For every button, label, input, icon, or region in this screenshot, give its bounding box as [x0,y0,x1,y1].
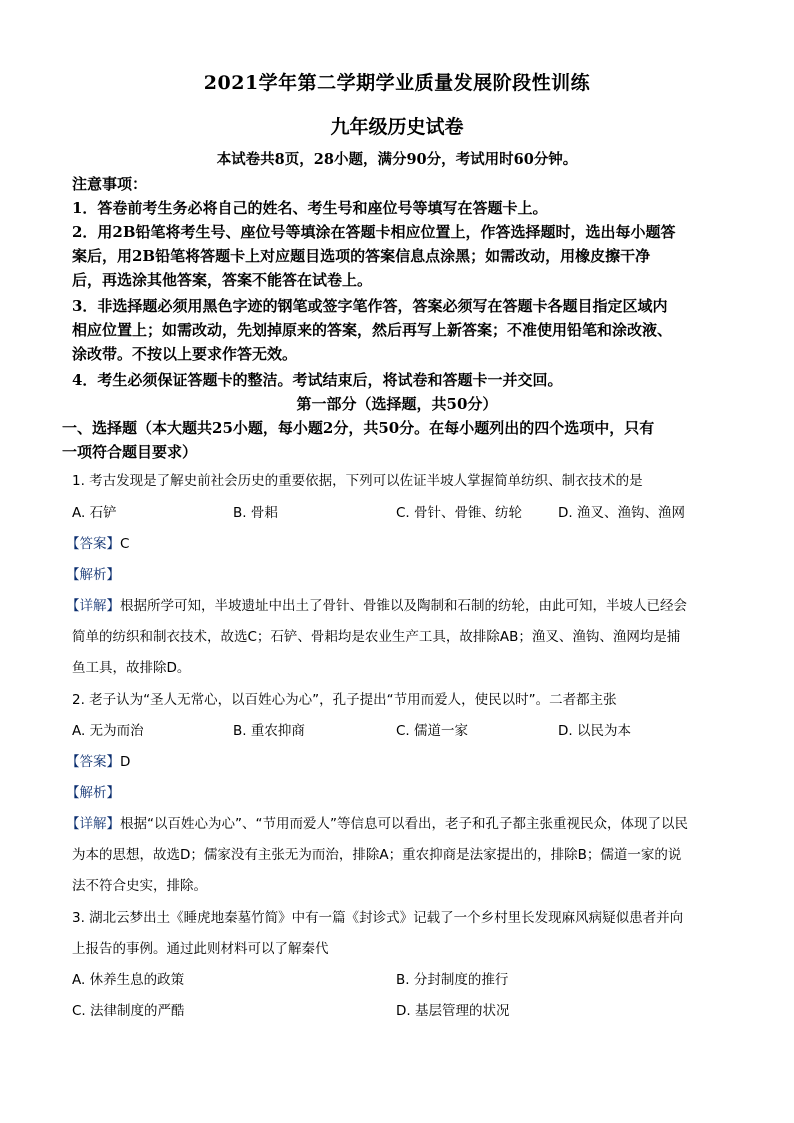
exam-subtitle: 九年级历史试卷 [330,116,464,138]
question-3-stem: 3. 湖北云梦出土《睡虎地秦墓竹简》中有一篇《封诊式》记载了一个乡村里长发现麻风病疑似患者并向 [72,910,684,926]
note-line: 后，再选涂其他答案，答案不能答在试卷上。 [72,271,373,289]
section-instruction: 一、选择题（本大题共25小题，每小题2分，共50分。在每小题列出的四个选项中，只有 [62,419,655,437]
answer-label: 【答案】 [66,754,120,770]
question-3-option-b: B. 分封制度的推行 [396,972,509,988]
note-line: 涂改带。不按以上要求作答无效。 [72,345,298,363]
section-instruction: 一项符合题目要求） [62,443,198,461]
exam-title: 2021学年第二学期学业质量发展阶段性训练 [203,72,591,94]
question-1-option-b: B. 骨耜 [233,505,278,521]
question-2-detail: 【详解】根据“以百姓心为心”、“节用而爱人”等信息可以看出，老子和孔子都主张重视民众，体现了以民 [66,816,688,832]
question-2-option-a: A. 无为而治 [72,723,144,739]
detail-label: 【详解】 [66,816,120,832]
question-3-stem-line: 上报告的事例。通过此则材料可以了解秦代 [72,941,329,957]
question-1-analysis-label: 【解析】 [66,567,120,583]
note-line: 案后，用2B铅笔将答题卡上对应题目选项的答案信息点涂黑；如需改动，用橡皮擦干净 [72,247,651,265]
notes-heading: 注意事项： [72,175,148,193]
question-2-option-b: B. 重农抑商 [233,723,305,739]
question-1-detail-line: 简单的纺织和制衣技术，故选C；石铲、骨耜均是农业生产工具，故排除AB；渔叉、渔钩、渔网均是捕 [72,629,681,645]
question-2-detail-line: 为本的思想，故选D；儒家没有主张无为而治，排除A；重农抑商是法家提出的，排除B；儒道一家的说 [72,847,682,863]
part1-heading: 第一部分（选择题，共50分） [296,395,498,413]
question-1-option-a: A. 石铲 [72,505,117,521]
question-1-option-c: C. 骨针、骨锥、纺轮 [396,505,523,521]
question-2-analysis-label: 【解析】 [66,785,120,801]
answer-label: 【答案】 [66,536,120,552]
question-1-stem: 1. 考古发现是了解史前社会历史的重要依据，下列可以佐证半坡人掌握简单纺织、制衣技术的是 [72,473,643,489]
note-line: 相应位置上；如需改动，先划掉原来的答案，然后再写上新答案；不准使用铅笔和涂改液、 [72,321,673,339]
answer-value: D [120,754,131,770]
note-line: 2．用2B铅笔将考生号、座位号等填涂在答题卡相应位置上，作答选择题时，选出每小题答 [72,223,676,241]
question-2-option-c: C. 儒道一家 [396,723,469,739]
note-line: 1．答卷前考生务必将自己的姓名、考生号和座位号等填写在答题卡上。 [72,199,548,217]
note-line: 4．考生必须保证答题卡的整洁。考试结束后，将试卷和答题卡一并交回。 [72,371,563,389]
question-1-detail-line: 鱼工具，故排除D。 [72,660,191,676]
question-1-option-d: D. 渔叉、渔钩、渔网 [558,505,685,521]
question-3-option-c: C. 法律制度的严酷 [72,1003,185,1019]
question-2-option-d: D. 以民为本 [558,723,631,739]
note-line: 3．非选择题必须用黑色字迹的钢笔或签字笔作答，答案必须写在答题卡各题目指定区域内 [72,297,668,315]
question-2-stem: 2. 老子认为“圣人无常心，以百姓心为心”，孔子提出“节用而爱人，使民以时”。二者都主张 [72,692,617,708]
question-2-detail-line: 法不符合史实，排除。 [72,878,207,894]
question-3-option-a: A. 休养生息的政策 [72,972,185,988]
answer-value: C [120,536,130,552]
detail-label: 【详解】 [66,598,120,614]
exam-info: 本试卷共8页，28小题，满分90分，考试用时60分钟。 [216,151,578,168]
question-2-answer [66,752,130,772]
question-3-option-d: D. 基层管理的状况 [396,1003,510,1019]
question-1-detail: 【详解】根据所学可知，半坡遗址中出土了骨针、骨锥以及陶制和石制的纺轮，由此可知，半坡人已经会 [66,598,687,614]
question-1-answer [66,534,129,554]
